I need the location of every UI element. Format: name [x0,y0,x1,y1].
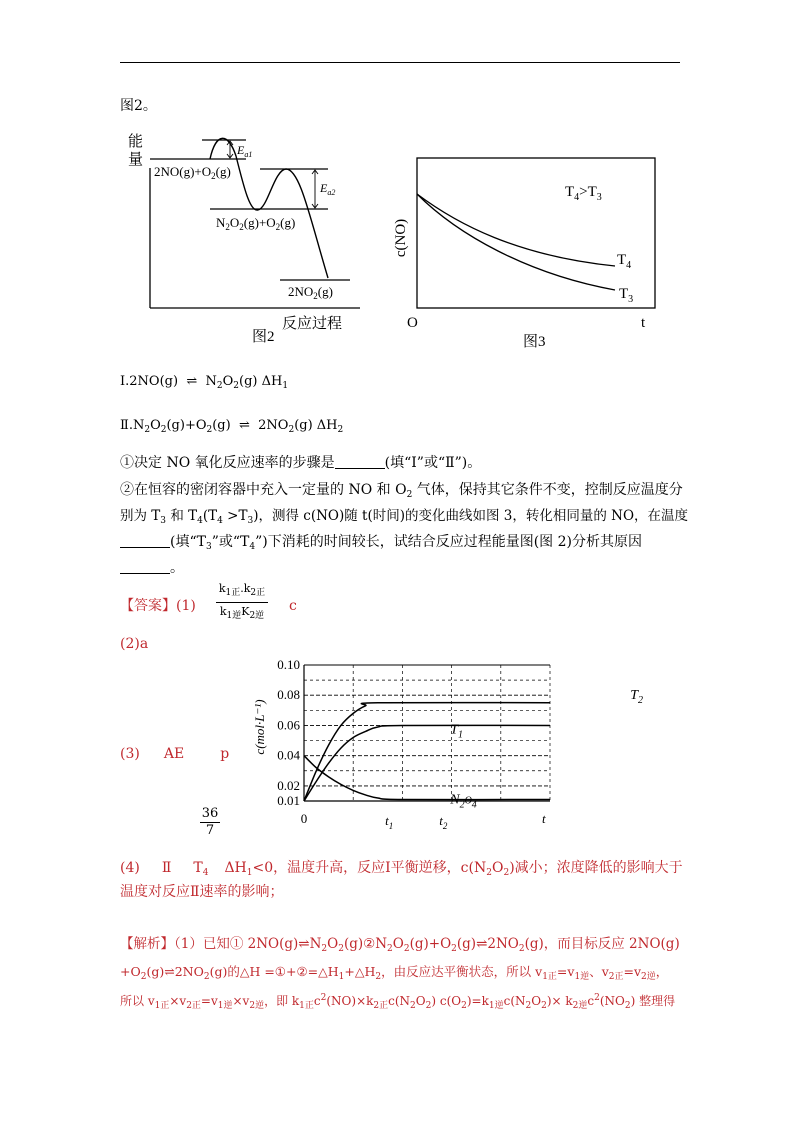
series-label-n2o4: $N_2^O_4$ [450,792,477,811]
fig3-origin: O [407,315,418,331]
ea2-label: $E_{a2}$ [320,181,336,197]
y-tick-label: 0.08 [277,687,300,703]
answer-part-2: (2)a [120,636,149,652]
start-species-label: $2NO(g)+O_2(g)$ [154,164,231,181]
chart-y-axis-label: c(mol·L⁻¹) [252,699,267,755]
t4-curve [417,194,615,266]
analysis-tag: 【解析】 [120,936,174,952]
fig2-ylabel-1: 能 [128,134,144,150]
answer-fraction-2: 36 7 [201,806,219,838]
question-2-line-3: (填“$T_3$”或“$T_4$”)下消耗的时间较长，试结合反应过程能量图(图 2)分析其原因 [120,532,642,557]
y-tick-label: 0.10 [277,657,300,672]
y-tick-label: 0.02 [277,777,300,793]
answer-part-3: (3) AE p [120,746,230,762]
fig3-annotation: $T_4>T_3$ [565,184,602,203]
y-tick-label: 0.06 [277,717,300,733]
concentration-chart [252,655,644,845]
reaction-1: Ⅰ.2NO(g) ⇌ $N_2O_2(g)$ $\Delta H_1$ [120,374,289,391]
question-2-line-2: 别为 $T_3$ 和 $T_4(T_4 >T_3)$，测得 c(NO)随 t(时间)的变化曲线如图 3，转化相同量的 NO，在温度 [120,508,689,526]
series-label-t2: $T_2$ [630,687,644,706]
x-tick-label: $t_2$ [439,813,448,831]
series-n2o4 [304,756,550,800]
x-tick-label: 0 [300,811,308,826]
y-tick-label: 0.01 [277,793,300,808]
t3-curve [417,194,615,290]
answer-tag: 【答案】 [120,598,176,614]
fig3-caption: 图3 [523,334,546,350]
fig2-caption: 图2 [252,329,275,345]
ea1-label: $E_{a1}$ [237,143,253,159]
energy-diagram [120,128,370,345]
y-tick-label: 0.04 [277,747,300,763]
fig2-xlabel: 反应过程 [282,316,343,332]
t4-label: $T_4$ [617,252,632,271]
analysis-line-1: 【解析】（1）已知① $2NO(g)\rightleftharpoons N_2O_2(g)②N_2O_2(g)+O_2(g)\rightleftharpoons 2NO_2(g)$，而目标反应 2NO(g) [120,936,680,954]
no-concentration-chart [385,150,670,350]
series-label-t1: $T_1$ [450,722,464,741]
answer-part-1-tail: c [289,598,297,614]
question-2-line-4: 。 [120,558,184,578]
t3-label: $T_3$ [619,286,634,305]
fig3-xlabel: t [641,315,646,331]
fig3-ylabel: c(NO) [393,218,409,258]
reaction-2: $Ⅱ.N_2O_2(g)+O_2(g)$ ⇌ $2NO_2(g)$ $\Delta H_2$ [120,418,344,435]
answer-part-4-line-2: 温度对反应Ⅱ速率的影响； [120,884,284,900]
question-1: ①决定 NO 氧化反应速率的步骤是 (填“Ⅰ”或“Ⅱ”)。 [120,455,482,471]
question-2-line-1: ②在恒容的密闭容器中充入一定量的 NO 和 $O_2$ 气体，保持其它条件不变，控制反应温度分 [120,482,683,500]
end-species-label: $2NO_2(g)$ [288,284,333,301]
analysis-line-3: 所以 $v_{1正}\times v_{2正}=v_{1逆}\times v_{2逆}$，即 $k_{1正}c^2(NO)\times k_{2正}c(N_2O_2)$ $c(O_2)=k_{1逆}c(N_2O_2)\times k_{2逆}c^2(NO_2)$ 整理得 [120,993,676,1011]
x-tick-label: $t_1$ [385,813,394,831]
answer-part-1: 【答案】(1) [120,598,196,614]
analysis-line-2: $+O_2(g)\rightleftharpoons 2NO_2(g)$的△H $=①+②=\triangle H_1+\triangle H_2$，由反应达平衡状态，所以 $v_{1正}=v_{1逆}$、$v_{2正}=v_{2逆}$， [120,964,669,982]
answer-fraction-1: $k_{1正}.k_{2正}$ $k_{1逆}K_{2逆}$ [216,582,268,623]
answer-part-4: (4) Ⅱ $T_4$ $\Delta H_1<0$，温度升高，反应Ⅰ平衡逆移，$c(N_2O_2)$减小；浓度降低的影响大于 [120,860,683,878]
series-t1 [304,725,550,801]
fig2-ylabel-2: 量 [128,152,144,168]
figure-intro: 图2。 [120,98,157,114]
mid-species-label: $N_2O_2(g)+O_2(g)$ [216,215,296,232]
x-axis-label: t [542,811,546,826]
header-rule [120,62,680,63]
